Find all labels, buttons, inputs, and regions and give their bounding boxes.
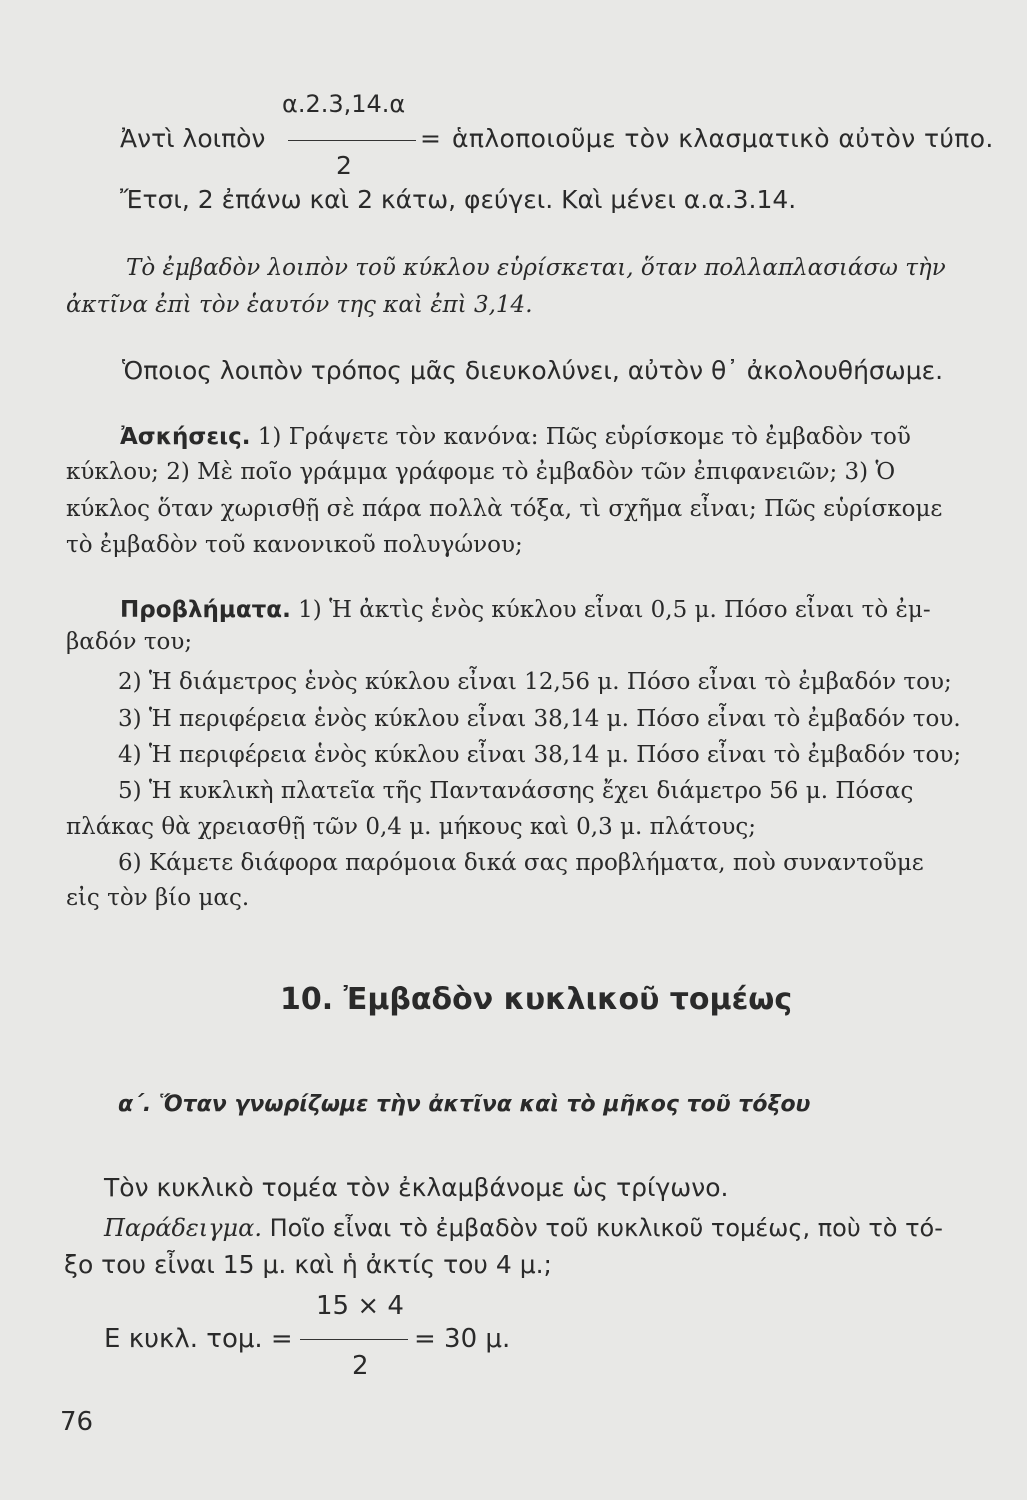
formula1-rest: ἁπλοποιοῦμε τὸν κλασματικὸ αὐτὸν τύπο. [452, 124, 994, 153]
problem-2: 2) Ἡ διάμετρος ἑνὸς κύκλου εἶναι 12,56 μ. Πόσο εἶναι τὸ ἐμβαδόν του; [118, 669, 952, 695]
line-etsi: Ἔτσι, 2 ἐπάνω καὶ 2 κάτω, φεύγει. Καὶ μένει α.α.3.14. [120, 185, 797, 214]
formula2-denominator: 2 [352, 1351, 369, 1381]
body-line-3: ξο του εἶναι 15 μ. καὶ ἡ ἀκτίς του 4 μ.; [64, 1250, 552, 1279]
exercises-line-2: κύκλου; 2) Μὲ ποῖο γράμμα γράφομε τὸ ἐμβαδὸν τῶν ἐπιφανειῶν; 3) Ὁ [66, 459, 896, 485]
problem-5-line-2: πλάκας θὰ χρειασθῇ τῶν 0,4 μ. μήκους καὶ 0,3 μ. πλάτους; [66, 814, 757, 840]
problem-6-line-2: εἰς τὸν βίο μας. [66, 885, 250, 911]
fraction-bar [288, 140, 416, 141]
exercises-line-3: κύκλος ὅταν χωρισθῇ σὲ πάρα πολλὰ τόξα, τὶ σχῆμα εἶναι; Πῶς εὑρίσκομε [66, 496, 943, 522]
problems-label: Προβλήματα. [120, 597, 291, 623]
line-opoios: Ὁποιος λοιπὸν τρόπος μᾶς διευκολύνει, αὐτὸν θ᾽ ἀκολουθήσωμε. [122, 356, 944, 385]
formula2-numerator: 15 × 4 [316, 1291, 404, 1321]
formula1-denominator: 2 [336, 151, 352, 180]
formula2-result: = 30 μ. [414, 1324, 511, 1354]
formula1-lead: Ἀντὶ λοιπὸν [120, 124, 266, 153]
example-label: Παράδειγμα. [104, 1214, 262, 1242]
problem-4: 4) Ἡ περιφέρεια ἑνὸς κύκλου εἶναι 38,14 μ. Πόσο εἶναι τὸ ἐμβαδόν του; [118, 742, 962, 768]
problem-5-line-1: 5) Ἡ κυκλικὴ πλατεῖα τῆς Παντανάσσης ἔχει διάμετρο 56 μ. Πόσας [118, 778, 914, 804]
body-line-2 [104, 1212, 943, 1244]
formula2-fraction-bar [300, 1339, 408, 1340]
problems-line-1 [120, 594, 931, 626]
body-line-2-text: Ποῖο εἶναι τὸ ἐμβαδὸν τοῦ κυκλικοῦ τομέως, ποὺ τὸ τό- [269, 1214, 943, 1242]
page-number: 76 [60, 1407, 94, 1437]
exercises-line-4: τὸ ἐμβαδὸν τοῦ κανονικοῦ πολυγώνου; [66, 532, 523, 558]
formula1-numerator: α.2.3,14.α [282, 90, 406, 118]
exercises-line-1 [120, 421, 911, 453]
formula1-equals: = [420, 124, 441, 153]
section-title: 10. Ἐμβαδὸν κυκλικοῦ τομέως [280, 982, 793, 1017]
problem-1-text: 1) Ἡ ἀκτὶς ἑνὸς κύκλου εἶναι 0,5 μ. Πόσο εἶναι τὸ ἐμ- [298, 597, 931, 623]
exercises-label: Ἀσκήσεις. [120, 424, 251, 450]
problem-3: 3) Ἡ περιφέρεια ἑνὸς κύκλου εἶναι 38,14 μ. Πόσο εἶναι τὸ ἐμβαδόν του. [118, 706, 961, 732]
rule-line-2: ἀκτῖνα ἐπὶ τὸν ἑαυτόν της καὶ ἐπὶ 3,14. [66, 292, 533, 318]
exercises-text-1: 1) Γράψετε τὸν κανόνα: Πῶς εὑρίσκομε τὸ ἐμβαδὸν τοῦ [257, 424, 911, 450]
body-line-1: Τὸν κυκλικὸ τομέα τὸν ἐκλαμβάνομε ὡς τρίγωνο. [104, 1173, 729, 1202]
problem-1-line-2: βαδόν του; [66, 629, 193, 655]
formula2-lhs: Ε κυκλ. τομ. = [104, 1324, 293, 1354]
problem-6-line-1: 6) Κάμετε διάφορα παρόμοια δικά σας προβλήματα, ποὺ συναντοῦμε [118, 850, 924, 876]
subsection-title: α΄. Ὅταν γνωρίζωμε τὴν ἀκτῖνα καὶ τὸ μῆκος τοῦ τόξου [118, 1092, 811, 1117]
rule-line-1: Τὸ ἐμβαδὸν λοιπὸν τοῦ κύκλου εὑρίσκεται, ὅταν πολλαπλασιάσω τὴν [126, 255, 946, 281]
